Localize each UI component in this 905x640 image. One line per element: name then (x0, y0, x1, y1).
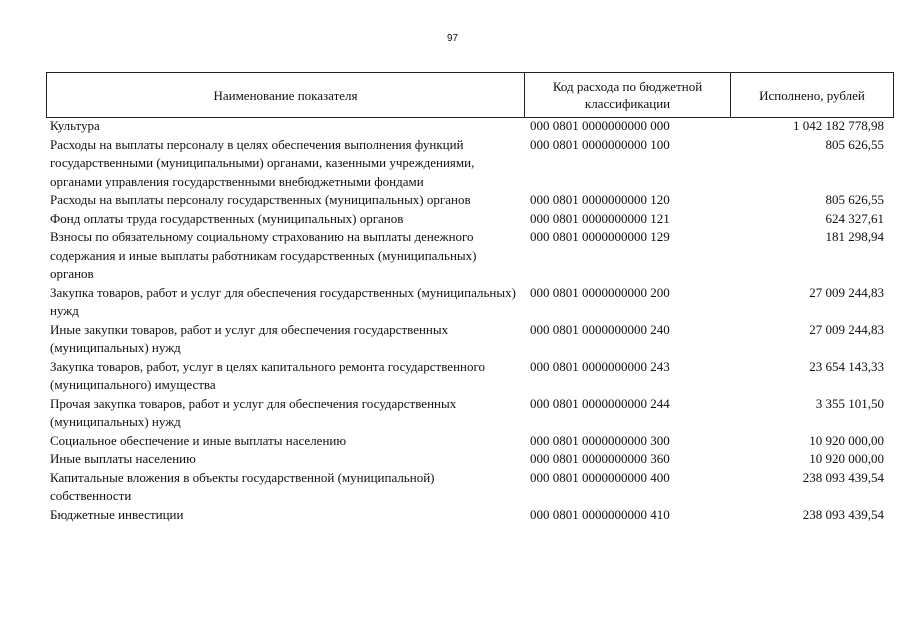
row-name: Культура (50, 118, 100, 133)
row-name: Капитальные вложения в объекты государственной (муниципальной) собственности (50, 469, 435, 503)
row-code: 000 0801 0000000000 129 (530, 229, 670, 244)
table-row (46, 228, 894, 284)
table-header (46, 72, 894, 118)
row-code: 000 0801 0000000000 200 (530, 284, 670, 300)
row-code: 000 0801 0000000000 410 (530, 506, 670, 522)
row-code: 000 0801 0000000000 244 (530, 395, 670, 411)
table-row (46, 506, 894, 525)
row-code: 000 0801 0000000000 100 (530, 136, 670, 152)
row-name: Социальное обеспечение и иные выплаты населению (50, 432, 347, 448)
table-row (46, 358, 894, 395)
row-sum: 27 009 244,83 (809, 284, 884, 300)
table-row (46, 395, 894, 432)
row-name: Расходы на выплаты персоналу в целях обеспечения выполнения функций государственными (муниципальными) органами, казенными учреждениями, органами управления государственными внебюджетными фондами (50, 136, 475, 189)
table-row (46, 432, 894, 451)
row-name: Закупка товаров, работ, услуг в целях капитального ремонта государственного (муниципального) имущества (50, 358, 485, 392)
row-sum: 27 009 244,83 (809, 321, 884, 337)
row-sum: 10 920 000,00 (809, 432, 884, 448)
page-number: 97 (446, 33, 459, 44)
row-code: 000 0801 0000000000 240 (530, 321, 670, 337)
table-row (46, 136, 894, 192)
row-name: Закупка товаров, работ и услуг для обеспечения государственных (муниципальных) нужд (50, 284, 516, 318)
row-code: 000 0801 0000000000 300 (530, 432, 670, 448)
row-sum: 1 042 182 778,98 (793, 118, 884, 133)
row-sum: 805 626,55 (825, 192, 884, 207)
row-sum: 10 920 000,00 (809, 451, 884, 466)
column-header-code: Код расхода по бюджетной классификации (525, 73, 731, 117)
table-row (46, 321, 894, 358)
table-body (46, 117, 894, 524)
row-name: Иные выплаты населению (50, 451, 196, 466)
table-row (46, 117, 894, 136)
row-name: Прочая закупка товаров, работ и услуг для обеспечения государственных (муниципальных) нужд (50, 395, 457, 429)
row-code: 000 0801 0000000000 000 (530, 118, 670, 133)
row-code: 000 0801 0000000000 120 (530, 192, 670, 207)
column-header-sum: Исполнено, рублей (759, 87, 865, 103)
row-name: Взносы по обязательному социальному страхованию на выплаты денежного содержания и иные выплаты работникам государственных (муниципальных) органов (50, 229, 477, 281)
row-name: Расходы на выплаты персоналу государственных (муниципальных) органов (50, 192, 471, 207)
row-sum: 624 327,61 (825, 210, 884, 226)
row-sum: 805 626,55 (825, 136, 884, 152)
table-row (46, 469, 894, 506)
column-header-name: Наименование показателя (47, 73, 525, 117)
row-code: 000 0801 0000000000 243 (530, 358, 670, 374)
row-code: 000 0801 0000000000 400 (530, 469, 670, 485)
row-name: Бюджетные инвестиции (50, 506, 184, 522)
row-sum: 238 093 439,54 (802, 469, 884, 485)
table-row (46, 450, 894, 469)
table-row (46, 284, 894, 321)
row-sum: 23 654 143,33 (809, 358, 884, 374)
table-row (46, 210, 894, 229)
row-name: Иные закупки товаров, работ и услуг для обеспечения государственных (муниципальных) нужд (50, 321, 449, 355)
row-name: Фонд оплаты труда государственных (муниципальных) органов (50, 210, 404, 226)
table-row (46, 191, 894, 210)
row-code: 000 0801 0000000000 121 (530, 210, 670, 226)
row-code: 000 0801 0000000000 360 (530, 451, 670, 466)
row-sum: 3 355 101,50 (815, 395, 884, 411)
row-sum: 181 298,94 (825, 229, 884, 244)
row-sum: 238 093 439,54 (802, 506, 884, 522)
